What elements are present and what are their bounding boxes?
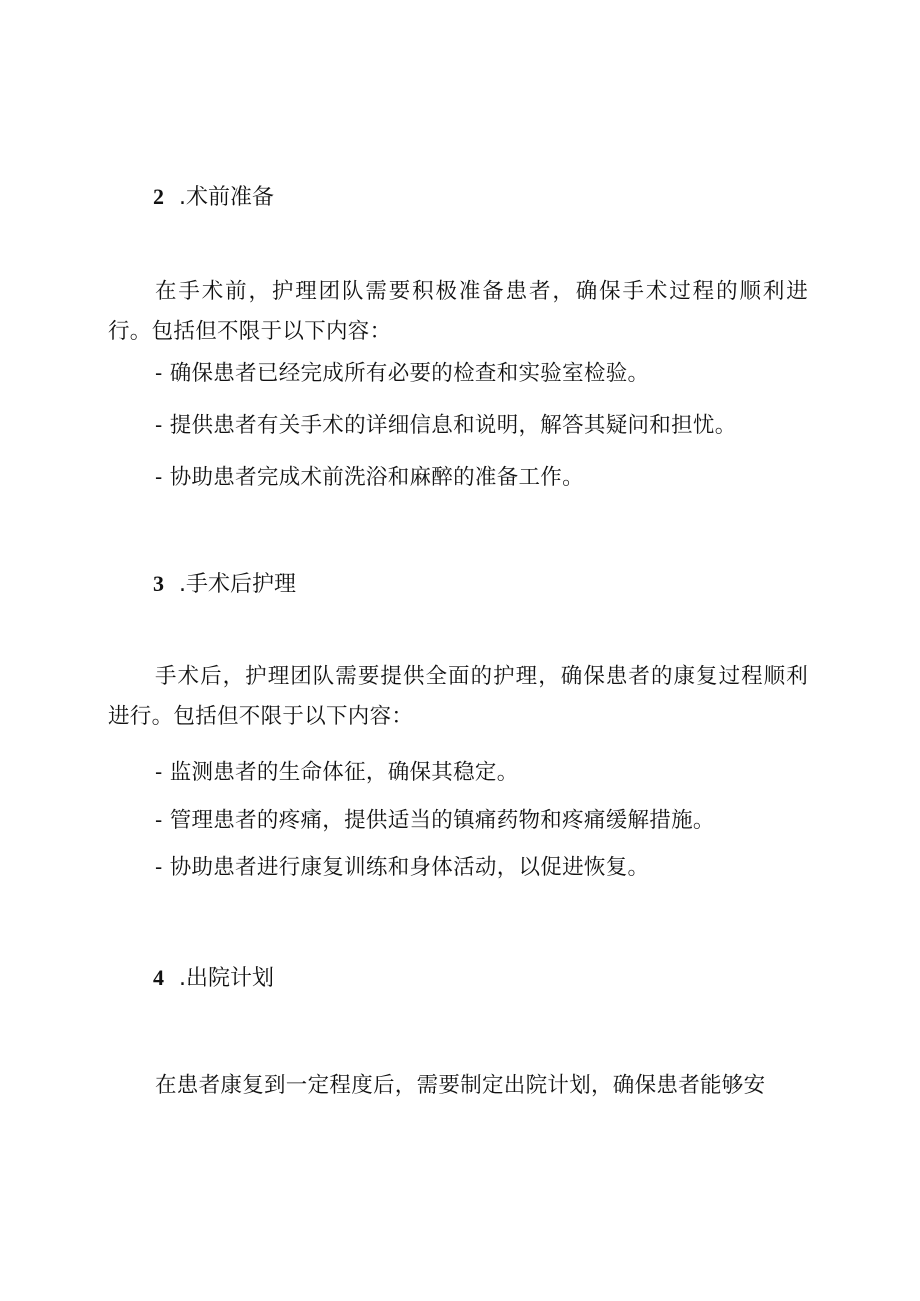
section-3-paragraph: 手术后，护理团队需要提供全面的护理，确保患者的康复过程顺利进行。包括但不限于以下内容： (108, 664, 808, 729)
list-item: - 确保患者已经完成所有必要的检查和实验室检验。 (155, 361, 650, 386)
section-title: .术前准备 (179, 185, 274, 210)
list-item: - 协助患者完成术前洗浴和麻醉的准备工作。 (155, 465, 584, 490)
list-item: - 协助患者进行康复训练和身体活动，以促进恢复。 (155, 855, 650, 880)
section-number: 4 (153, 965, 164, 990)
section-number: 2 (153, 184, 164, 209)
section-2-paragraph: 在手术前，护理团队需要积极准备患者，确保手术过程的顺利进行。包括但不限于以下内容： (108, 279, 808, 344)
section-2-heading (153, 182, 274, 213)
section-4-heading (153, 963, 274, 994)
section-3-heading (153, 569, 296, 600)
list-item: - 监测患者的生命体征，确保其稳定。 (155, 760, 519, 785)
section-number: 3 (153, 571, 164, 596)
section-title: .出院计划 (179, 966, 274, 991)
section-4-paragraph: 在患者康复到一定程度后，需要制定出院计划，确保患者能够安 (155, 1073, 766, 1098)
list-item: - 管理患者的疼痛，提供适当的镇痛药物和疼痛缓解措施。 (155, 808, 715, 833)
list-item: - 提供患者有关手术的详细信息和说明，解答其疑问和担忧。 (155, 413, 737, 438)
section-title: .手术后护理 (179, 572, 296, 597)
